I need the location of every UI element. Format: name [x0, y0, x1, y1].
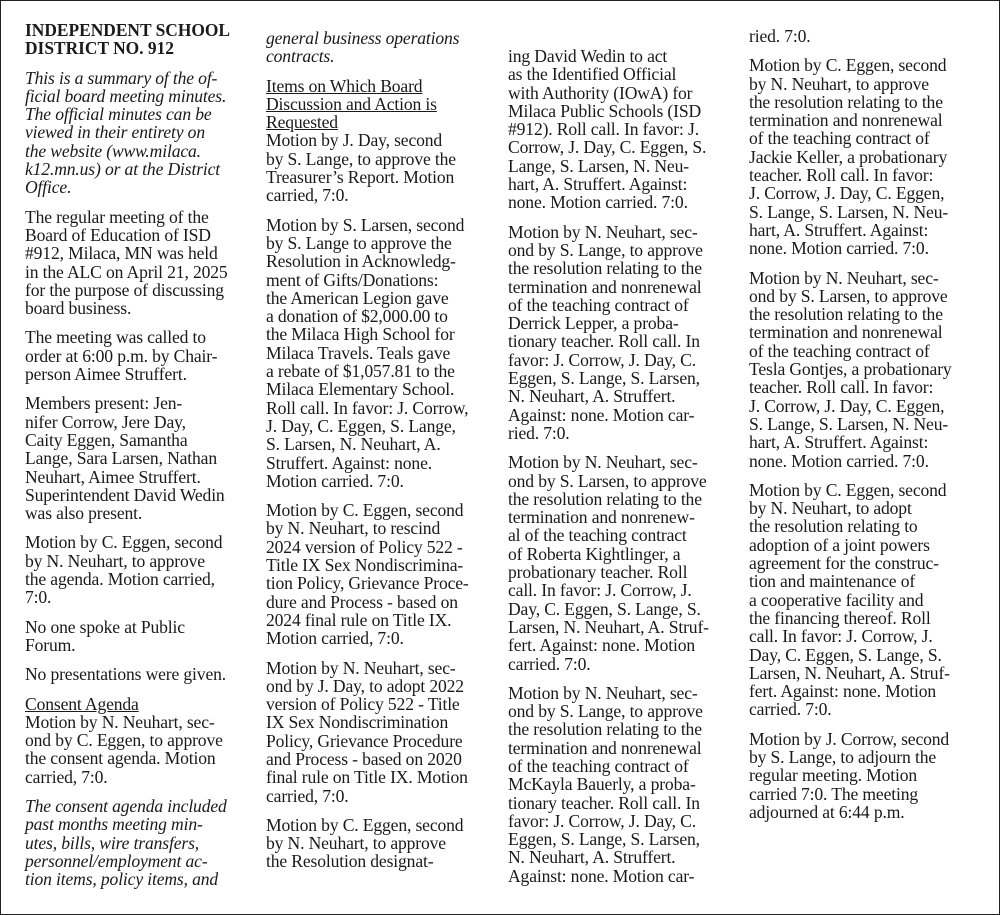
- text-line: termination and nonrenew-: [508, 507, 695, 528]
- text-line: J. Day, C. Eggen, S. Lange,: [266, 415, 456, 436]
- text-line: Larsen, N. Neuhart, A. Struf-: [749, 662, 950, 683]
- text-line: the Milaca High School for: [266, 324, 455, 345]
- text-line: by N. Neuhart, to rescind: [266, 518, 441, 539]
- text-line: Neuhart, Aimee Struffert.: [25, 466, 201, 487]
- text-line: the consent agenda. Motion: [25, 748, 216, 769]
- text-line: Motion by J. Corrow, second: [749, 728, 950, 749]
- text-line: Motion by S. Larsen, second: [266, 214, 465, 235]
- text-line: was also present.: [25, 503, 143, 524]
- text-line: carried. 7:0.: [749, 699, 832, 720]
- text-line: Corrow, J. Day, C. Eggen, S.: [508, 137, 707, 158]
- text-line: adjourned at 6:44 p.m.: [749, 801, 905, 822]
- text-line: of the teaching contract of: [749, 340, 930, 361]
- text-line: Against: none. Motion car-: [508, 404, 695, 425]
- text-line: ing David Wedin to act: [508, 46, 668, 66]
- text-line: Derrick Lepper, a proba-: [508, 313, 679, 334]
- text-line: contracts.: [266, 46, 335, 67]
- text-line: the resolution relating to the: [508, 258, 702, 279]
- agenda-motion-paragraph: [25, 533, 249, 606]
- text-line: general business operations: [266, 28, 460, 48]
- text-line: Struffert. Against: none.: [266, 452, 432, 473]
- text-line: carried, 7:0.: [266, 185, 349, 206]
- text-line: none. Motion carried. 7:0.: [749, 238, 929, 259]
- text-line: a rebate of $1,057.81 to the: [266, 361, 455, 382]
- text-line: ond by S. Larsen, to approve: [749, 285, 948, 306]
- text-line: Larsen, N. Neuhart, A. Struf-: [508, 616, 709, 637]
- text-line: favor: J. Corrow, J. Day, C.: [508, 349, 696, 370]
- keller-termination-motion: [749, 56, 981, 257]
- text-line: Milaca Public Schools (ISD: [508, 100, 702, 121]
- text-line: Motion by C. Eggen, second: [749, 479, 947, 500]
- text-line: Policy, Grievance Procedure: [266, 730, 463, 751]
- text-line: a donation of $2,000.00 to: [266, 306, 448, 327]
- text-line: Title IX Sex Nondiscrimina-: [266, 555, 464, 576]
- column-1: [25, 21, 249, 888]
- text-line: S. Lange, S. Larsen, N. Neu-: [749, 201, 949, 222]
- text-line: Treasurer’s Report. Motion: [266, 167, 455, 188]
- text-line: Members present: Jen-: [25, 393, 183, 414]
- text-line: hart, A. Struffert. Against:: [749, 219, 929, 240]
- text-line: for the purpose of discussing: [25, 279, 224, 300]
- text-line: by S. Lange, to adjourn the: [749, 746, 936, 767]
- text-line: the resolution relating to the: [508, 488, 702, 509]
- text-line: teacher. Roll call. In favor:: [749, 377, 934, 398]
- text-line: as the Identified Official: [508, 64, 677, 85]
- text-line: and Process - based on 2020: [266, 748, 462, 769]
- text-line: ond by S. Larsen, to approve: [508, 470, 707, 491]
- text-line: by N. Neuhart, to approve: [266, 833, 446, 854]
- text-line: Discussion and Action is: [266, 93, 437, 114]
- text-line: INDEPENDENT SCHOOL: [25, 20, 231, 40]
- text-line: S. Lange, S. Larsen, N. Neu-: [749, 413, 949, 434]
- text-line: This is a summary of the of-: [25, 67, 218, 88]
- text-line: 2024 version of Policy 522 -: [266, 536, 463, 557]
- text-line: Forum.: [25, 634, 76, 655]
- text-line: tion and maintenance of: [749, 571, 916, 592]
- members-present-paragraph: [25, 394, 249, 522]
- text-line: Motion by C. Eggen, second: [749, 55, 947, 76]
- text-line: board business.: [25, 298, 132, 319]
- consent-note-continued: [266, 29, 496, 66]
- text-line: Jackie Keller, a probationary: [749, 146, 948, 167]
- text-line: utes, bills, wire transfers,: [25, 832, 200, 853]
- text-line: Motion by N. Neuhart, sec-: [749, 267, 939, 288]
- text-line: #912). Roll call. In favor: J.: [508, 119, 699, 140]
- text-line: The consent agenda included: [25, 795, 227, 816]
- column-4: [749, 27, 981, 821]
- policy-adopt-motion: [266, 659, 496, 805]
- text-line: the Resolution designat-: [266, 851, 434, 872]
- text-line: k12.mn.us) or at the District: [25, 159, 221, 180]
- text-line: No presentations were given.: [25, 664, 226, 685]
- text-line: ond by S. Lange, to approve: [508, 701, 703, 722]
- text-line: carried, 7:0.: [266, 785, 349, 806]
- consent-note-paragraph: [25, 797, 249, 888]
- text-line: Motion carried, 7:0.: [266, 628, 404, 649]
- text-line: Motion by N. Neuhart, sec-: [266, 657, 456, 678]
- text-line: Caity Eggen, Samantha: [25, 429, 188, 450]
- text-line: Motion by C. Eggen, second: [266, 814, 464, 835]
- text-line: probationary teacher. Roll: [508, 562, 688, 583]
- text-line: fert. Against: none. Motion: [749, 681, 937, 702]
- text-line: Motion by C. Eggen, second: [25, 532, 223, 553]
- text-line: tion items, policy items, and: [25, 869, 219, 890]
- text-line: the resolution relating to the: [508, 719, 702, 740]
- text-line: Roll call. In favor: J. Corrow,: [266, 397, 469, 418]
- text-line: Motion by N. Neuhart, sec-: [508, 452, 698, 473]
- text-line: #912, Milaca, MN was held: [25, 243, 218, 264]
- text-line: Day, C. Eggen, S. Lange, S.: [749, 644, 942, 665]
- text-line: by S. Lange to approve the: [266, 232, 452, 253]
- consent-agenda-heading: Consent Agenda: [25, 693, 139, 714]
- text-line: No one spoke at Public: [25, 616, 185, 637]
- notice-title: [25, 21, 249, 58]
- text-line: ond by J. Day, to adopt 2022: [266, 675, 464, 696]
- text-line: Superintendent David Wedin: [25, 484, 225, 505]
- text-line: carried, 7:0.: [25, 766, 108, 787]
- text-line: ond by S. Lange, to approve: [508, 239, 703, 260]
- text-line: personnel/employment ac-: [25, 850, 208, 871]
- text-line: hart, A. Struffert. Against:: [749, 432, 929, 453]
- text-line: the American Legion gave: [266, 287, 449, 308]
- text-line: Motion by C. Eggen, second: [266, 500, 464, 521]
- text-line: person Aimee Struffert.: [25, 364, 187, 385]
- text-line: J. Corrow, J. Day, C. Eggen,: [749, 183, 945, 204]
- regular-meeting-paragraph: [25, 208, 249, 318]
- text-line: ond by C. Eggen, to approve: [25, 730, 223, 751]
- text-line: the financing thereof. Roll: [749, 607, 931, 628]
- iowa-designation-continued: [508, 47, 734, 212]
- policy-rescind-motion: [266, 501, 496, 647]
- text-line: Motion by N. Neuhart, sec-: [508, 682, 698, 703]
- text-line: termination and nonrenewal: [749, 322, 943, 343]
- text-line: by S. Lange, to approve the: [266, 148, 456, 169]
- text-line: tionary teacher. Roll call. In: [508, 792, 700, 813]
- text-line: termination and nonrenewal: [749, 110, 943, 131]
- text-line: none. Motion carried. 7:0.: [508, 192, 688, 213]
- text-line: final rule on Title IX. Motion: [266, 767, 468, 788]
- text-line: The regular meeting of the: [25, 206, 209, 227]
- text-line: carried 7:0. The meeting: [749, 783, 919, 804]
- text-line: by N. Neuhart, to approve: [749, 73, 929, 94]
- text-line: Eggen, S. Lange, S. Larsen,: [508, 368, 700, 389]
- text-line: The official minutes can be: [25, 104, 212, 125]
- text-line: Motion carried. 7:0.: [266, 470, 404, 491]
- adjourn-motion: [749, 730, 981, 821]
- text-line: nifer Corrow, Jere Day,: [25, 411, 186, 432]
- bauerly-termination-continued: [749, 27, 981, 45]
- text-line: Requested: [266, 112, 338, 133]
- presentations-paragraph: [25, 665, 249, 683]
- text-line: Motion by J. Day, second: [266, 130, 443, 151]
- text-line: by N. Neuhart, to approve: [25, 550, 205, 571]
- text-line: termination and nonrenewal: [508, 737, 702, 758]
- text-line: of Roberta Kightlinger, a: [508, 543, 681, 564]
- text-line: Milaca Elementary School.: [266, 379, 455, 400]
- text-line: ficial board meeting minutes.: [25, 85, 227, 106]
- public-forum-paragraph: [25, 618, 249, 655]
- call-to-order-paragraph: [25, 328, 249, 383]
- text-line: teacher. Roll call. In favor:: [749, 165, 934, 186]
- lepper-termination-motion: [508, 223, 734, 443]
- text-line: dure and Process - based on: [266, 591, 458, 612]
- text-line: Milaca Travels. Teals gave: [266, 342, 451, 363]
- text-line: agreement for the construc-: [749, 553, 939, 574]
- text-line: viewed in their entirety on: [25, 122, 205, 143]
- text-line: Lange, S. Larsen, N. Neu-: [508, 155, 689, 176]
- text-line: ried. 7:0.: [749, 26, 811, 46]
- bauerly-termination-motion: [508, 684, 734, 885]
- text-line: N. Neuhart, A. Struffert.: [508, 847, 676, 868]
- text-line: carried. 7:0.: [508, 653, 591, 674]
- text-line: N. Neuhart, A. Struffert.: [508, 386, 676, 407]
- text-line: al of the teaching contract: [508, 525, 687, 546]
- text-line: Items on Which Board: [266, 75, 423, 96]
- text-line: by N. Neuhart, to adopt: [749, 498, 912, 519]
- text-line: Against: none. Motion car-: [508, 865, 695, 886]
- text-line: The meeting was called to: [25, 327, 206, 348]
- consent-motion-paragraph: [25, 713, 249, 786]
- text-line: in the ALC on April 21, 2025: [25, 261, 228, 282]
- text-line: Eggen, S. Lange, S. Larsen,: [508, 829, 700, 850]
- text-line: regular meeting. Motion: [749, 765, 918, 786]
- summary-note: [25, 69, 249, 197]
- text-line: McKayla Bauerly, a proba-: [508, 774, 696, 795]
- column-3: [508, 47, 734, 885]
- kightlinger-termination-motion: [508, 453, 734, 673]
- text-line: J. Corrow, J. Day, C. Eggen,: [749, 395, 945, 416]
- text-line: Motion by N. Neuhart, sec-: [25, 711, 215, 732]
- text-line: the agenda. Motion carried,: [25, 569, 215, 590]
- gontjes-termination-motion: [749, 269, 981, 470]
- text-line: Lange, Sara Larsen, Nathan: [25, 448, 217, 469]
- text-line: Office.: [25, 177, 72, 198]
- text-line: the resolution relating to the: [749, 304, 943, 325]
- text-line: none. Motion carried. 7:0.: [749, 450, 929, 471]
- text-line: tionary teacher. Roll call. In: [508, 331, 700, 352]
- text-line: fert. Against: none. Motion: [508, 635, 696, 656]
- text-line: a cooperative facility and: [749, 589, 924, 610]
- text-line: version of Policy 522 - Title: [266, 694, 460, 715]
- text-line: the resolution relating to the: [749, 91, 943, 112]
- text-line: termination and nonrenewal: [508, 276, 702, 297]
- board-action-heading: [266, 77, 496, 132]
- text-line: favor: J. Corrow, J. Day, C.: [508, 810, 696, 831]
- text-line: order at 6:00 p.m. by Chair-: [25, 345, 218, 366]
- text-line: ried. 7:0.: [508, 422, 570, 443]
- text-line: the resolution relating to: [749, 516, 918, 537]
- text-line: the website (www.milaca.: [25, 140, 201, 161]
- text-line: hart, A. Struffert. Against:: [508, 174, 688, 195]
- text-line: Resolution in Acknowledg-: [266, 251, 456, 272]
- text-line: ment of Gifts/Donations:: [266, 269, 439, 290]
- text-line: Motion by N. Neuhart, sec-: [508, 221, 698, 242]
- text-line: tion Policy, Grievance Proce-: [266, 573, 469, 594]
- text-line: of the teaching contract of: [508, 294, 689, 315]
- text-line: adoption of a joint powers: [749, 534, 930, 555]
- text-line: 2024 final rule on Title IX.: [266, 609, 452, 630]
- text-line: IX Sex Nondiscrimination: [266, 712, 449, 733]
- text-line: call. In favor: J. Corrow, J.: [508, 580, 692, 601]
- treasurer-report-motion: [266, 131, 496, 204]
- text-line: Tesla Gontjes, a probationary: [749, 359, 952, 380]
- text-line: of the teaching contract of: [749, 128, 930, 149]
- column-2: [266, 29, 496, 871]
- text-line: Day, C. Eggen, S. Lange, S.: [508, 598, 701, 619]
- text-line: Board of Education of ISD: [25, 224, 211, 245]
- text-line: past months meeting min-: [25, 814, 203, 835]
- text-line: 7:0.: [25, 587, 52, 608]
- gifts-donations-motion: [266, 216, 496, 490]
- joint-powers-motion: [749, 481, 981, 719]
- text-line: call. In favor: J. Corrow, J.: [749, 626, 933, 647]
- text-line: with Authority (IOwA) for: [508, 82, 693, 103]
- iowa-designation-motion: [266, 816, 496, 871]
- text-line: of the teaching contract of: [508, 755, 689, 776]
- text-line: DISTRICT NO. 912: [25, 38, 174, 59]
- text-line: S. Larsen, N. Neuhart, A.: [266, 434, 441, 455]
